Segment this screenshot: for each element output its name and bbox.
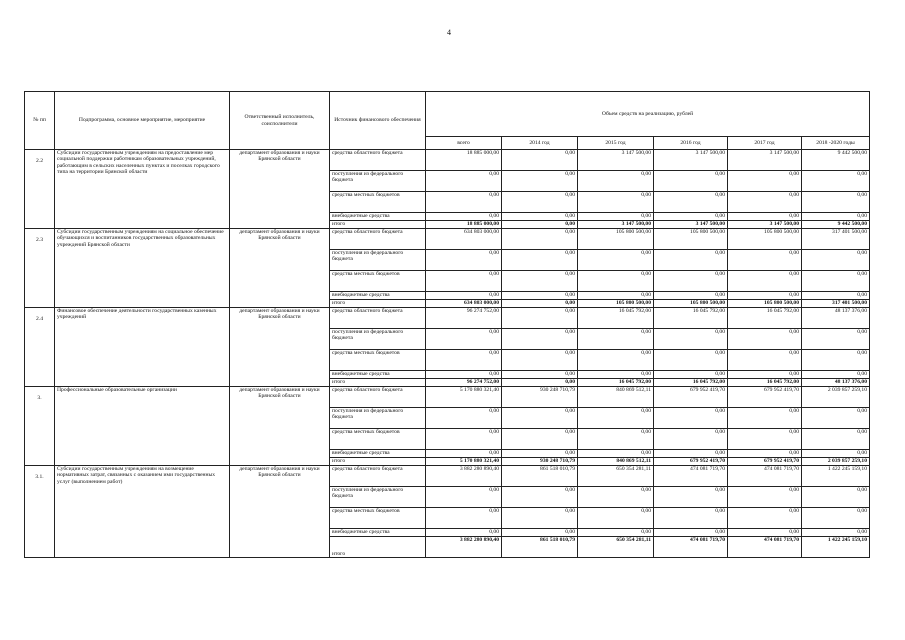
amount-cell: 18 885 000,00 (426, 150, 502, 171)
amount-cell: 679 952 419,70 (728, 458, 802, 466)
funding-source: внебюджетные средства (330, 529, 426, 537)
program-name: Субсидии государственным учреждениям на возмещение нормативных затрат, связанных с оказанием ими государственных услуг (выполнением работ) (55, 466, 230, 558)
amount-cell: 0,00 (502, 429, 578, 450)
amount-cell: 634 803 000,00 (426, 300, 502, 308)
amount-cell: 0,00 (802, 292, 870, 300)
amount-cell: 0,00 (654, 250, 728, 271)
amount-cell: 105 800 500,00 (578, 229, 654, 250)
amount-cell: 16 045 792,00 (578, 379, 654, 387)
amount-cell: 2 039 857 259,10 (802, 387, 870, 408)
amount-cell: 930 248 710,79 (502, 458, 578, 466)
amount-cell: 0,00 (728, 487, 802, 508)
amount-cell: 3 147 500,00 (654, 150, 728, 171)
amount-cell: 0,00 (502, 379, 578, 387)
funding-source: средства местных бюджетов (330, 350, 426, 371)
header-program: Подпрограмма, основное мероприятие, мероприятие (55, 92, 230, 150)
amount-cell: 0,00 (502, 292, 578, 300)
amount-cell: 0,00 (502, 150, 578, 171)
amount-cell: 474 081 719,70 (728, 466, 802, 487)
amount-cell: 0,00 (802, 529, 870, 537)
amount-cell: 0,00 (578, 329, 654, 350)
amount-cell: 0,00 (728, 271, 802, 292)
amount-cell: 0,00 (728, 171, 802, 192)
amount-cell: 0,00 (578, 271, 654, 292)
amount-cell: 840 869 512,11 (578, 387, 654, 408)
executor: департамент образования и науки Брянской области (230, 466, 330, 558)
header-year: 2015 год (578, 137, 654, 150)
amount-cell: 0,00 (728, 529, 802, 537)
amount-cell: 0,00 (728, 508, 802, 529)
amount-cell: 0,00 (502, 229, 578, 250)
table-row (25, 387, 870, 408)
program-name: Субсидии государственным учреждениям на предоставление мер социальной поддержки работникам образовательных учреждений, работающим в сельских населенных пунктах и поселках городского типа на территории Брянской области (55, 150, 230, 229)
amount-cell: 0,00 (426, 213, 502, 221)
amount-cell: 0,00 (654, 450, 728, 458)
amount-cell: 0,00 (654, 213, 728, 221)
amount-cell: 0,00 (728, 429, 802, 450)
amount-cell: 0,00 (578, 429, 654, 450)
row-number: 2.3 (25, 229, 55, 308)
amount-cell: 0,00 (578, 192, 654, 213)
amount-cell: 0,00 (578, 529, 654, 537)
funding-source: средства местных бюджетов (330, 271, 426, 292)
amount-cell: 0,00 (578, 450, 654, 458)
amount-cell: 48 137 376,00 (802, 379, 870, 387)
amount-cell: 0,00 (802, 371, 870, 379)
funding-source: поступления из федерального бюджета (330, 250, 426, 271)
amount-cell: 0,00 (502, 213, 578, 221)
amount-cell: 0,00 (426, 350, 502, 371)
amount-cell: 0,00 (654, 292, 728, 300)
amount-cell: 96 274 752,00 (426, 379, 502, 387)
row-number: 3. (25, 387, 55, 466)
amount-cell: 105 800 500,00 (728, 300, 802, 308)
amount-cell: 0,00 (578, 408, 654, 429)
funding-source: внебюджетные средства (330, 292, 426, 300)
row-number: 2.2 (25, 150, 55, 229)
funding-source: итого (330, 221, 426, 229)
amount-cell: 0,00 (426, 429, 502, 450)
amount-cell: 0,00 (502, 350, 578, 371)
amount-cell: 0,00 (654, 271, 728, 292)
amount-cell: 0,00 (654, 171, 728, 192)
amount-cell: 3 147 500,00 (578, 221, 654, 229)
amount-cell: 48 137 376,00 (802, 308, 870, 329)
funding-source: итого (330, 537, 426, 558)
executor: департамент образования и науки Брянской области (230, 150, 330, 229)
amount-cell: 0,00 (802, 192, 870, 213)
amount-cell: 0,00 (502, 329, 578, 350)
funding-source: средства местных бюджетов (330, 508, 426, 529)
amount-cell: 2 039 857 259,10 (802, 458, 870, 466)
amount-cell: 0,00 (654, 529, 728, 537)
table-row (25, 466, 870, 487)
amount-cell: 105 800 500,00 (654, 229, 728, 250)
amount-cell: 0,00 (426, 329, 502, 350)
amount-cell: 0,00 (578, 371, 654, 379)
amount-cell: 0,00 (502, 171, 578, 192)
amount-cell: 0,00 (426, 250, 502, 271)
amount-cell: 3 882 280 890,40 (426, 466, 502, 487)
amount-cell: 5 170 880 321,40 (426, 458, 502, 466)
amount-cell: 16 045 792,00 (728, 379, 802, 387)
table-row (25, 308, 870, 329)
header-source: Источник финансового обеспечения (330, 92, 426, 150)
funding-source: средства областного бюджета (330, 229, 426, 250)
amount-cell: 3 147 500,00 (728, 150, 802, 171)
amount-cell: 861 518 010,79 (502, 537, 578, 558)
amount-cell: 0,00 (802, 408, 870, 429)
amount-cell: 3 147 500,00 (578, 150, 654, 171)
amount-cell: 5 170 880 321,40 (426, 387, 502, 408)
amount-cell: 317 401 500,00 (802, 300, 870, 308)
amount-cell: 0,00 (426, 192, 502, 213)
header-executor: Ответственный исполнитель, соисполнители (230, 92, 330, 150)
amount-cell: 0,00 (502, 300, 578, 308)
amount-cell: 105 800 500,00 (728, 229, 802, 250)
amount-cell: 0,00 (728, 371, 802, 379)
header-volume: Объем средств на реализацию, рублей (426, 92, 870, 137)
funding-source: поступления из федерального бюджета (330, 329, 426, 350)
header-year: 2017 год (728, 137, 802, 150)
amount-cell: 16 045 792,00 (728, 308, 802, 329)
row-number: 3.1. (25, 466, 55, 558)
amount-cell: 0,00 (802, 429, 870, 450)
amount-cell: 0,00 (654, 508, 728, 529)
amount-cell: 0,00 (578, 171, 654, 192)
header-year: 2018 -2020 годы (802, 137, 870, 150)
funding-source: средства областного бюджета (330, 150, 426, 171)
amount-cell: 474 081 719,70 (654, 537, 728, 558)
funding-source: внебюджетные средства (330, 450, 426, 458)
amount-cell: 474 081 719,70 (654, 466, 728, 487)
amount-cell: 3 147 500,00 (654, 221, 728, 229)
amount-cell: 0,00 (426, 271, 502, 292)
row-number: 2.4 (25, 308, 55, 387)
amount-cell: 0,00 (578, 508, 654, 529)
amount-cell: 0,00 (728, 292, 802, 300)
amount-cell: 0,00 (502, 408, 578, 429)
amount-cell: 0,00 (502, 221, 578, 229)
funding-source: внебюджетные средства (330, 371, 426, 379)
amount-cell: 474 081 719,70 (728, 537, 802, 558)
program-name: Профессиональные образовательные организации (55, 387, 230, 466)
amount-cell: 0,00 (502, 250, 578, 271)
amount-cell: 0,00 (654, 329, 728, 350)
amount-cell: 0,00 (426, 450, 502, 458)
amount-cell: 0,00 (502, 450, 578, 458)
amount-cell: 0,00 (802, 213, 870, 221)
amount-cell: 1 422 245 159,10 (802, 466, 870, 487)
amount-cell: 0,00 (802, 171, 870, 192)
amount-cell: 0,00 (502, 371, 578, 379)
amount-cell: 16 045 792,00 (578, 308, 654, 329)
funding-source: поступления из федерального бюджета (330, 171, 426, 192)
amount-cell: 0,00 (426, 487, 502, 508)
amount-cell: 0,00 (802, 329, 870, 350)
amount-cell: 0,00 (502, 308, 578, 329)
amount-cell: 650 354 281,11 (578, 537, 654, 558)
header-year: 2016 год (654, 137, 728, 150)
amount-cell: 3 882 280 890,40 (426, 537, 502, 558)
amount-cell: 679 952 419,70 (728, 387, 802, 408)
amount-cell: 0,00 (802, 508, 870, 529)
funding-source: средства областного бюджета (330, 466, 426, 487)
amount-cell: 930 248 710,79 (502, 387, 578, 408)
amount-cell: 679 952 419,70 (654, 387, 728, 408)
amount-cell: 16 045 792,00 (654, 379, 728, 387)
amount-cell: 0,00 (802, 487, 870, 508)
amount-cell: 9 442 500,00 (802, 221, 870, 229)
amount-cell: 0,00 (426, 408, 502, 429)
amount-cell: 679 952 419,70 (654, 458, 728, 466)
amount-cell: 105 800 500,00 (654, 300, 728, 308)
amount-cell: 3 147 500,00 (728, 221, 802, 229)
amount-cell: 0,00 (426, 371, 502, 379)
funding-source: поступления из федерального бюджета (330, 408, 426, 429)
amount-cell: 0,00 (728, 450, 802, 458)
amount-cell: 16 045 792,00 (654, 308, 728, 329)
amount-cell: 105 800 500,00 (578, 300, 654, 308)
executor: департамент образования и науки Брянской области (230, 229, 330, 308)
amount-cell: 0,00 (578, 487, 654, 508)
amount-cell: 0,00 (728, 350, 802, 371)
program-name: Финансовое обеспечение деятельности государственных казенных учреждений (55, 308, 230, 387)
header-num: № пп (25, 92, 55, 150)
amount-cell: 0,00 (802, 350, 870, 371)
amount-cell: 0,00 (578, 213, 654, 221)
header-year: всего (426, 137, 502, 150)
funding-source: внебюджетные средства (330, 213, 426, 221)
amount-cell: 840 869 512,11 (578, 458, 654, 466)
funding-source: средства местных бюджетов (330, 429, 426, 450)
table-row (25, 229, 870, 250)
amount-cell: 0,00 (728, 408, 802, 429)
amount-cell: 0,00 (802, 250, 870, 271)
page-number: 4 (447, 28, 451, 37)
amount-cell: 18 885 000,00 (426, 221, 502, 229)
executor: департамент образования и науки Брянской области (230, 387, 330, 466)
amount-cell: 0,00 (426, 529, 502, 537)
amount-cell: 0,00 (728, 192, 802, 213)
table-row (25, 150, 870, 171)
amount-cell: 0,00 (502, 508, 578, 529)
amount-cell: 0,00 (728, 250, 802, 271)
amount-cell: 650 354 281,11 (578, 466, 654, 487)
executor: департамент образования и науки Брянской области (230, 308, 330, 387)
amount-cell: 0,00 (502, 271, 578, 292)
amount-cell: 0,00 (502, 529, 578, 537)
amount-cell: 0,00 (654, 371, 728, 379)
funding-source: поступления из федерального бюджета (330, 487, 426, 508)
amount-cell: 0,00 (802, 450, 870, 458)
amount-cell: 0,00 (502, 192, 578, 213)
program-name: Субсидии государственным учреждениям на социальное обеспечение обучающихся и воспитанников государственных образовательных учреждений Брянской области (55, 229, 230, 308)
amount-cell: 0,00 (502, 487, 578, 508)
amount-cell: 0,00 (426, 292, 502, 300)
amount-cell: 0,00 (654, 487, 728, 508)
amount-cell: 1 422 245 159,10 (802, 537, 870, 558)
header-year: 2014 год (502, 137, 578, 150)
amount-cell: 0,00 (654, 429, 728, 450)
financing-table (24, 91, 870, 558)
funding-source: итого (330, 379, 426, 387)
amount-cell: 861 518 010,79 (502, 466, 578, 487)
amount-cell: 9 442 500,00 (802, 150, 870, 171)
amount-cell: 634 803 000,00 (426, 229, 502, 250)
amount-cell: 0,00 (728, 329, 802, 350)
table-body (25, 150, 870, 558)
amount-cell: 0,00 (728, 213, 802, 221)
funding-source: средства местных бюджетов (330, 192, 426, 213)
amount-cell: 0,00 (654, 408, 728, 429)
funding-source: средства областного бюджета (330, 387, 426, 408)
funding-source: итого (330, 458, 426, 466)
amount-cell: 317 401 500,00 (802, 229, 870, 250)
amount-cell: 0,00 (426, 508, 502, 529)
amount-cell: 0,00 (578, 250, 654, 271)
amount-cell: 0,00 (426, 171, 502, 192)
funding-source: итого (330, 300, 426, 308)
funding-source: средства областного бюджета (330, 308, 426, 329)
amount-cell: 0,00 (654, 192, 728, 213)
amount-cell: 0,00 (654, 350, 728, 371)
amount-cell: 96 274 752,00 (426, 308, 502, 329)
amount-cell: 0,00 (578, 292, 654, 300)
amount-cell: 0,00 (578, 350, 654, 371)
amount-cell: 0,00 (802, 271, 870, 292)
